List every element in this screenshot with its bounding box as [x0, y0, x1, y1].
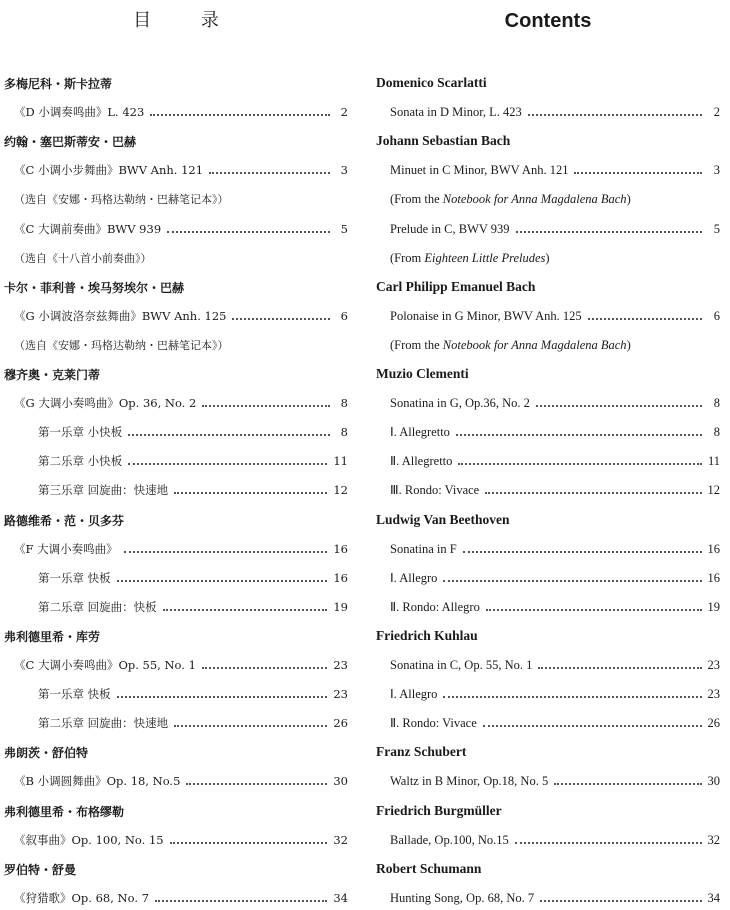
contents-entry[interactable] [4, 306, 348, 326]
piece-title: 《B 小调圆舞曲》Op. 18, No.5 [14, 774, 181, 788]
piece-title: 第二乐章 回旋曲：快板 [38, 600, 157, 614]
piece-title: Prelude in C, BWV 939 [390, 221, 510, 236]
page-number: 8 [713, 424, 720, 439]
page-number: 8 [713, 395, 720, 410]
page-number: 6 [340, 309, 348, 323]
piece-title: Sonatina in F [390, 541, 457, 556]
piece-title: 《G 小调波洛奈兹舞曲》BWV Anh. 125 [14, 309, 227, 323]
composer-name: 罗伯特・舒曼 [4, 862, 77, 877]
page-number: 23 [333, 658, 348, 672]
source-note-text: （选自《安娜・玛格达勒纳・巴赫笔记本》） [14, 193, 229, 206]
contents-entry[interactable] [4, 422, 348, 442]
composer-heading [376, 859, 720, 879]
composer-heading [4, 742, 348, 762]
page-number: 34 [707, 890, 720, 905]
page-number: 16 [333, 542, 348, 556]
page-number: 12 [333, 483, 348, 497]
dot-leader [174, 491, 327, 494]
contents-entry[interactable] [376, 393, 720, 413]
source-note-text [390, 338, 631, 353]
composer-heading [376, 73, 720, 93]
dot-leader [540, 899, 701, 902]
piece-title: Ⅱ. Allegretto [390, 454, 453, 468]
dot-leader [174, 724, 327, 727]
dot-leader [458, 462, 702, 465]
composer-heading [4, 510, 348, 530]
piece-title: Ⅱ. Rondo: Allegro [390, 600, 480, 614]
composer-name: Domenico Scarlatti [376, 75, 487, 90]
source-note [376, 248, 720, 268]
dot-leader [574, 171, 702, 174]
page-number: 8 [340, 425, 348, 439]
piece-title: Ⅰ. Allegretto [390, 425, 450, 439]
dot-leader [155, 899, 327, 902]
page-number: 5 [340, 222, 348, 236]
composer-name: 弗朗茨・舒伯特 [4, 745, 89, 760]
composer-name: 卡尔・菲利普・埃马努埃尔・巴赫 [4, 280, 185, 295]
dot-leader [463, 550, 702, 553]
composer-name: 弗利德里希・布格缪勒 [4, 804, 125, 819]
composer-name: Friedrich Burgmüller [376, 803, 502, 818]
source-note-text [390, 192, 631, 207]
contents-entry[interactable] [4, 219, 348, 239]
contents-entry[interactable] [4, 393, 348, 413]
dot-leader [485, 491, 701, 494]
page-number: 23 [333, 687, 348, 701]
contents-entry[interactable] [376, 597, 720, 617]
dot-leader [150, 113, 330, 116]
dot-leader [536, 404, 702, 407]
composer-name: 约翰・塞巴斯蒂安・巴赫 [4, 134, 137, 149]
dot-leader [209, 171, 330, 174]
piece-title: 《C 大调小奏鸣曲》Op. 55, No. 1 [14, 658, 196, 672]
piece-title: Sonatina in G, Op.36, No. 2 [390, 395, 530, 410]
composer-name: Friedrich Kuhlau [376, 628, 478, 643]
page-number: 2 [340, 105, 348, 119]
piece-title: 第二乐章 回旋曲：快速地 [38, 716, 169, 730]
contents-entry[interactable] [4, 539, 348, 559]
contents-entry[interactable] [4, 655, 348, 675]
composer-heading [376, 131, 720, 151]
piece-title: 第三乐章 回旋曲：快速地 [38, 483, 169, 497]
dot-leader [456, 433, 702, 436]
source-note-text: （选自《十八首小前奏曲》） [14, 252, 152, 265]
dot-leader [128, 433, 330, 436]
contents-entry[interactable] [376, 102, 720, 122]
piece-title: 第一乐章 快板 [38, 571, 111, 585]
source-note-text [390, 251, 550, 266]
contents-entry[interactable] [376, 422, 720, 442]
contents-entry[interactable] [376, 306, 720, 326]
composer-heading [376, 626, 720, 646]
chinese-contents-heading: 目 录 [133, 10, 241, 31]
dot-leader [117, 695, 328, 698]
dot-leader [128, 462, 327, 465]
composer-heading [4, 277, 348, 297]
composer-name: Carl Philipp Emanuel Bach [376, 279, 536, 294]
note-source-title: Notebook for Anna Magdalena Bach [442, 191, 627, 206]
page-number: 23 [707, 686, 720, 701]
composer-name: 穆齐奥・克莱门蒂 [4, 367, 101, 382]
contents-entry[interactable] [376, 684, 720, 704]
piece-title: 《F 大调小奏鸣曲》 [14, 542, 118, 556]
page-number: 16 [707, 541, 720, 556]
contents-entry[interactable] [376, 539, 720, 559]
note-prefix: (From the [390, 337, 443, 352]
piece-title: Waltz in B Minor, Op.18, No. 5 [390, 773, 549, 788]
piece-title: Sonatina in C, Op. 55, No. 1 [390, 657, 533, 672]
contents-entry[interactable] [376, 771, 720, 791]
contents-entry[interactable] [4, 888, 348, 908]
contents-entry[interactable] [4, 771, 348, 791]
composer-heading [4, 73, 348, 93]
page-number: 6 [713, 308, 720, 323]
piece-title: Sonata in D Minor, L. 423 [390, 104, 522, 119]
note-prefix: (From the [390, 191, 443, 206]
page-number: 19 [707, 599, 720, 614]
composer-heading [4, 626, 348, 646]
composer-name: Robert Schumann [376, 861, 482, 876]
page-number: 3 [713, 162, 720, 177]
composer-name: Muzio Clementi [376, 366, 469, 381]
composer-heading [4, 131, 348, 151]
piece-title: 《G 大调小奏鸣曲》Op. 36, No. 2 [14, 396, 197, 410]
dot-leader [486, 608, 702, 611]
page-number: 11 [333, 454, 348, 468]
composer-heading [376, 510, 720, 530]
composer-heading [4, 801, 348, 821]
piece-title: 第二乐章 小快板 [38, 454, 123, 468]
dot-leader [163, 608, 328, 611]
dot-leader [443, 579, 701, 582]
dot-leader [443, 695, 701, 698]
composer-heading [376, 742, 720, 762]
piece-title: Ⅰ. Allegro [390, 687, 438, 701]
piece-title: Polonaise in G Minor, BWV Anh. 125 [390, 308, 582, 323]
contents-entry[interactable] [4, 102, 348, 122]
contents-entry[interactable] [4, 713, 348, 733]
dot-leader [232, 317, 330, 320]
page-number: 12 [707, 482, 720, 497]
contents-entry[interactable] [4, 451, 348, 471]
piece-title: Ballade, Op.100, No.15 [390, 832, 509, 847]
dot-leader [516, 230, 702, 233]
contents-entry[interactable] [376, 713, 720, 733]
composer-heading [376, 801, 720, 821]
dot-leader [538, 666, 701, 669]
source-note-text: （选自《安娜・玛格达勒纳・巴赫笔记本》） [14, 339, 229, 352]
note-source-title: Eighteen Little Preludes [424, 250, 546, 265]
source-note [4, 248, 348, 268]
page-number: 32 [707, 832, 720, 847]
contents-entry[interactable] [376, 219, 720, 239]
source-note [376, 335, 720, 355]
piece-title: 《D 小调奏鸣曲》L. 423 [14, 105, 145, 119]
page-number: 8 [340, 396, 348, 410]
piece-title: Ⅱ. Rondo: Vivace [390, 716, 477, 730]
page-number: 16 [707, 570, 720, 585]
composer-name: 路德维希・范・贝多芬 [4, 513, 125, 528]
english-contents-heading: Contents [504, 10, 592, 32]
composer-name: Johann Sebastian Bach [376, 133, 511, 148]
piece-title: 《叙事曲》Op. 100, No. 15 [14, 833, 164, 847]
page-number: 32 [333, 833, 348, 847]
contents-entry[interactable] [376, 451, 720, 471]
contents-entry[interactable] [4, 160, 348, 180]
dot-leader [186, 782, 327, 785]
piece-title: 《狩猎歌》Op. 68, No. 7 [14, 891, 149, 905]
piece-title: Hunting Song, Op. 68, No. 7 [390, 890, 535, 905]
dot-leader [588, 317, 702, 320]
contents-entry[interactable] [4, 568, 348, 588]
dot-leader [117, 579, 328, 582]
contents-entry[interactable] [376, 160, 720, 180]
contents-entry[interactable] [376, 830, 720, 850]
dot-leader [528, 113, 702, 116]
note-suffix: ) [626, 337, 631, 352]
page-number: 26 [707, 715, 720, 730]
page-number: 30 [333, 774, 348, 788]
dot-leader [170, 841, 328, 844]
piece-title: Ⅰ. Allegro [390, 571, 438, 585]
piece-title: 第一乐章 小快板 [38, 425, 123, 439]
page-number: 19 [333, 600, 348, 614]
page-number: 11 [707, 453, 720, 468]
page-number: 34 [333, 891, 348, 905]
source-note [4, 189, 348, 209]
piece-title: Minuet in C Minor, BWV Anh. 121 [390, 162, 569, 177]
page-number: 23 [707, 657, 720, 672]
contents-entry[interactable] [4, 480, 348, 500]
page-number: 26 [333, 716, 348, 730]
page-number: 2 [713, 104, 720, 119]
composer-heading [4, 364, 348, 384]
piece-title: 第一乐章 快板 [38, 687, 111, 701]
contents-entry[interactable] [4, 830, 348, 850]
dot-leader [554, 782, 701, 785]
composer-name: Franz Schubert [376, 744, 467, 759]
page-number: 3 [340, 163, 348, 177]
composer-heading [376, 277, 720, 297]
source-note [376, 189, 720, 209]
contents-entry[interactable] [4, 597, 348, 617]
contents-entry[interactable] [376, 655, 720, 675]
contents-entry[interactable] [4, 684, 348, 704]
dot-leader [167, 230, 330, 233]
dot-leader [515, 841, 702, 844]
note-suffix: ) [626, 191, 631, 206]
page-number: 30 [707, 773, 720, 788]
page-number: 5 [713, 221, 720, 236]
dot-leader [483, 724, 702, 727]
composer-heading [4, 859, 348, 879]
dot-leader [202, 666, 327, 669]
note-prefix: (From [390, 250, 425, 265]
page-number: 16 [333, 571, 348, 585]
contents-entry[interactable] [376, 568, 720, 588]
dot-leader [202, 404, 330, 407]
note-suffix: ) [545, 250, 550, 265]
contents-entry[interactable] [376, 888, 720, 908]
piece-title: 《C 大调前奏曲》BWV 939 [14, 222, 162, 236]
contents-entry[interactable] [376, 480, 720, 500]
piece-title: 《C 小调小步舞曲》BWV Anh. 121 [14, 163, 204, 177]
dot-leader [124, 550, 328, 553]
composer-name: Ludwig Van Beethoven [376, 512, 510, 527]
composer-name: 多梅尼科・斯卡拉蒂 [4, 76, 113, 91]
composer-heading [376, 364, 720, 384]
source-note [4, 335, 348, 355]
piece-title: Ⅲ. Rondo: Vivace [390, 483, 480, 497]
composer-name: 弗利德里希・库劳 [4, 629, 101, 644]
note-source-title: Notebook for Anna Magdalena Bach [442, 337, 627, 352]
